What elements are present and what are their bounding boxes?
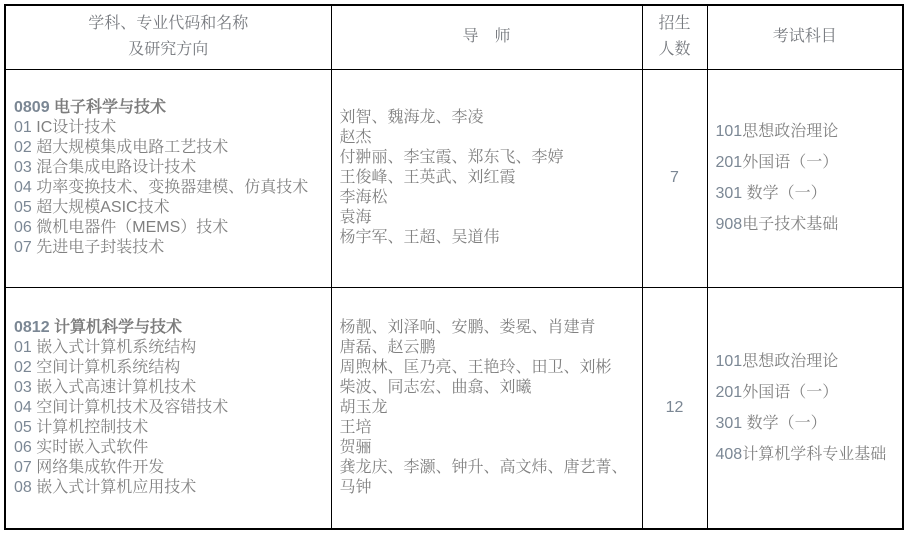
header-program-line1: 学科、专业代码和名称 [88, 15, 249, 33]
advisor-line: 柴波、同志宏、曲翕、刘曦 [339, 378, 532, 396]
quota-cell [642, 69, 707, 287]
advisor-line: 杨靓、刘泽响、安鹏、娄冕、肖建青 [339, 318, 596, 336]
header-quota-line1: 招生 [658, 15, 691, 33]
code-number: 08 [14, 478, 37, 496]
quota-value: 12 [665, 398, 684, 416]
header-subjects-column: 考试科目 [707, 5, 903, 69]
code-number: 201 [715, 154, 743, 171]
advisor-line: 王俊峰、王英武、刘红霞 [339, 169, 516, 186]
code-number: 908 [715, 216, 743, 233]
advisor-line: 龚龙庆、李灏、钟升、高文炜、唐艺菁、马钟 [339, 458, 628, 496]
code-number: 408 [715, 445, 743, 463]
advisors-cell [331, 69, 642, 287]
admissions-table [4, 4, 904, 530]
direction-line: 07 网络集成软件开发 [14, 458, 165, 476]
quota-cell [642, 287, 707, 529]
code-number: 101 [715, 352, 743, 370]
direction-line: 05 计算机控制技术 [14, 418, 149, 436]
direction-line: 07 先进电子封装技术 [14, 239, 165, 256]
direction-line: 02 空间计算机系统结构 [14, 358, 181, 376]
advisor-line: 唐磊、赵云鹏 [339, 338, 436, 356]
program-row [5, 69, 903, 287]
header-advisor-column: 导 师 [331, 5, 642, 69]
direction-line: 06 微机电器件（MEMS）技术 [14, 219, 229, 236]
header-quota-line2: 人数 [658, 41, 691, 59]
program-cell [5, 69, 331, 287]
direction-line: 05 超大规模ASIC技术 [14, 199, 170, 216]
direction-line: 03 混合集成电路设计技术 [14, 159, 197, 176]
code-number: 02 [14, 358, 37, 376]
header-program-line2: 及研究方向 [128, 41, 209, 59]
program-row [5, 287, 903, 529]
subject-line: 101思想政治理论 [715, 123, 839, 140]
subject-line: 408计算机学科专业基础 [715, 445, 887, 463]
subject-line: 301 数学（一） [715, 414, 827, 432]
subject-line: 301 数学（一） [715, 185, 827, 202]
quota-value: 7 [670, 169, 679, 186]
direction-line: 01 IC设计技术 [14, 119, 117, 136]
advisor-line: 刘智、魏海龙、李凌 [339, 109, 484, 126]
advisor-line: 赵杰 [339, 129, 372, 146]
advisor-line: 贺骊 [339, 438, 372, 456]
table-body [5, 69, 903, 529]
program-title: 0809 电子科学与技术 [14, 99, 167, 116]
subject-line: 101思想政治理论 [715, 352, 839, 370]
code-number: 301 [715, 185, 747, 202]
code-number: 101 [715, 123, 743, 140]
subject-line: 908电子技术基础 [715, 216, 839, 233]
header-row [5, 5, 903, 69]
advisor-line: 周煦林、匡乃亮、王艳玲、田卫、刘彬 [339, 358, 612, 376]
advisor-line: 付翀丽、李宝霞、郑东飞、李婷 [339, 149, 564, 166]
code-number: 201 [715, 383, 743, 401]
code-number: 01 [14, 338, 37, 356]
code-number: 05 [14, 199, 37, 216]
code-number: 06 [14, 219, 37, 236]
direction-line: 08 嵌入式计算机应用技术 [14, 478, 197, 496]
advisor-line: 王培 [339, 418, 372, 436]
subjects-cell [707, 287, 903, 529]
code-number: 03 [14, 378, 37, 396]
direction-line: 03 嵌入式高速计算机技术 [14, 378, 197, 396]
code-number: 07 [14, 239, 37, 256]
subject-line: 201外国语（一） [715, 383, 839, 401]
program-title: 0812 计算机科学与技术 [14, 318, 183, 336]
code-number: 02 [14, 139, 37, 156]
subjects-cell [707, 69, 903, 287]
direction-line: 02 超大规模集成电路工艺技术 [14, 139, 229, 156]
code-number: 04 [14, 179, 37, 196]
advisor-line: 李海松 [339, 189, 388, 206]
advisor-line: 袁海 [339, 209, 372, 226]
direction-line: 04 功率变换技术、变换器建模、仿真技术 [14, 179, 309, 196]
advisor-line: 杨宇军、王超、吴道伟 [339, 229, 500, 246]
code-number: 04 [14, 398, 37, 416]
code-number: 301 [715, 414, 747, 432]
header-quota-column [642, 5, 707, 69]
code-number: 03 [14, 159, 37, 176]
program-cell [5, 287, 331, 529]
table-header [5, 5, 903, 69]
header-program-column [5, 5, 331, 69]
advisors-cell [331, 287, 642, 529]
code-number: 01 [14, 119, 37, 136]
code-number: 0812 [14, 318, 55, 336]
direction-line: 06 实时嵌入式软件 [14, 438, 149, 456]
direction-line: 04 空间计算机技术及容错技术 [14, 398, 229, 416]
direction-line: 01 嵌入式计算机系统结构 [14, 338, 197, 356]
code-number: 0809 [14, 99, 55, 116]
code-number: 07 [14, 458, 37, 476]
advisor-line: 胡玉龙 [339, 398, 388, 416]
code-number: 05 [14, 418, 37, 436]
code-number: 06 [14, 438, 37, 456]
subject-line: 201外国语（一） [715, 154, 839, 171]
